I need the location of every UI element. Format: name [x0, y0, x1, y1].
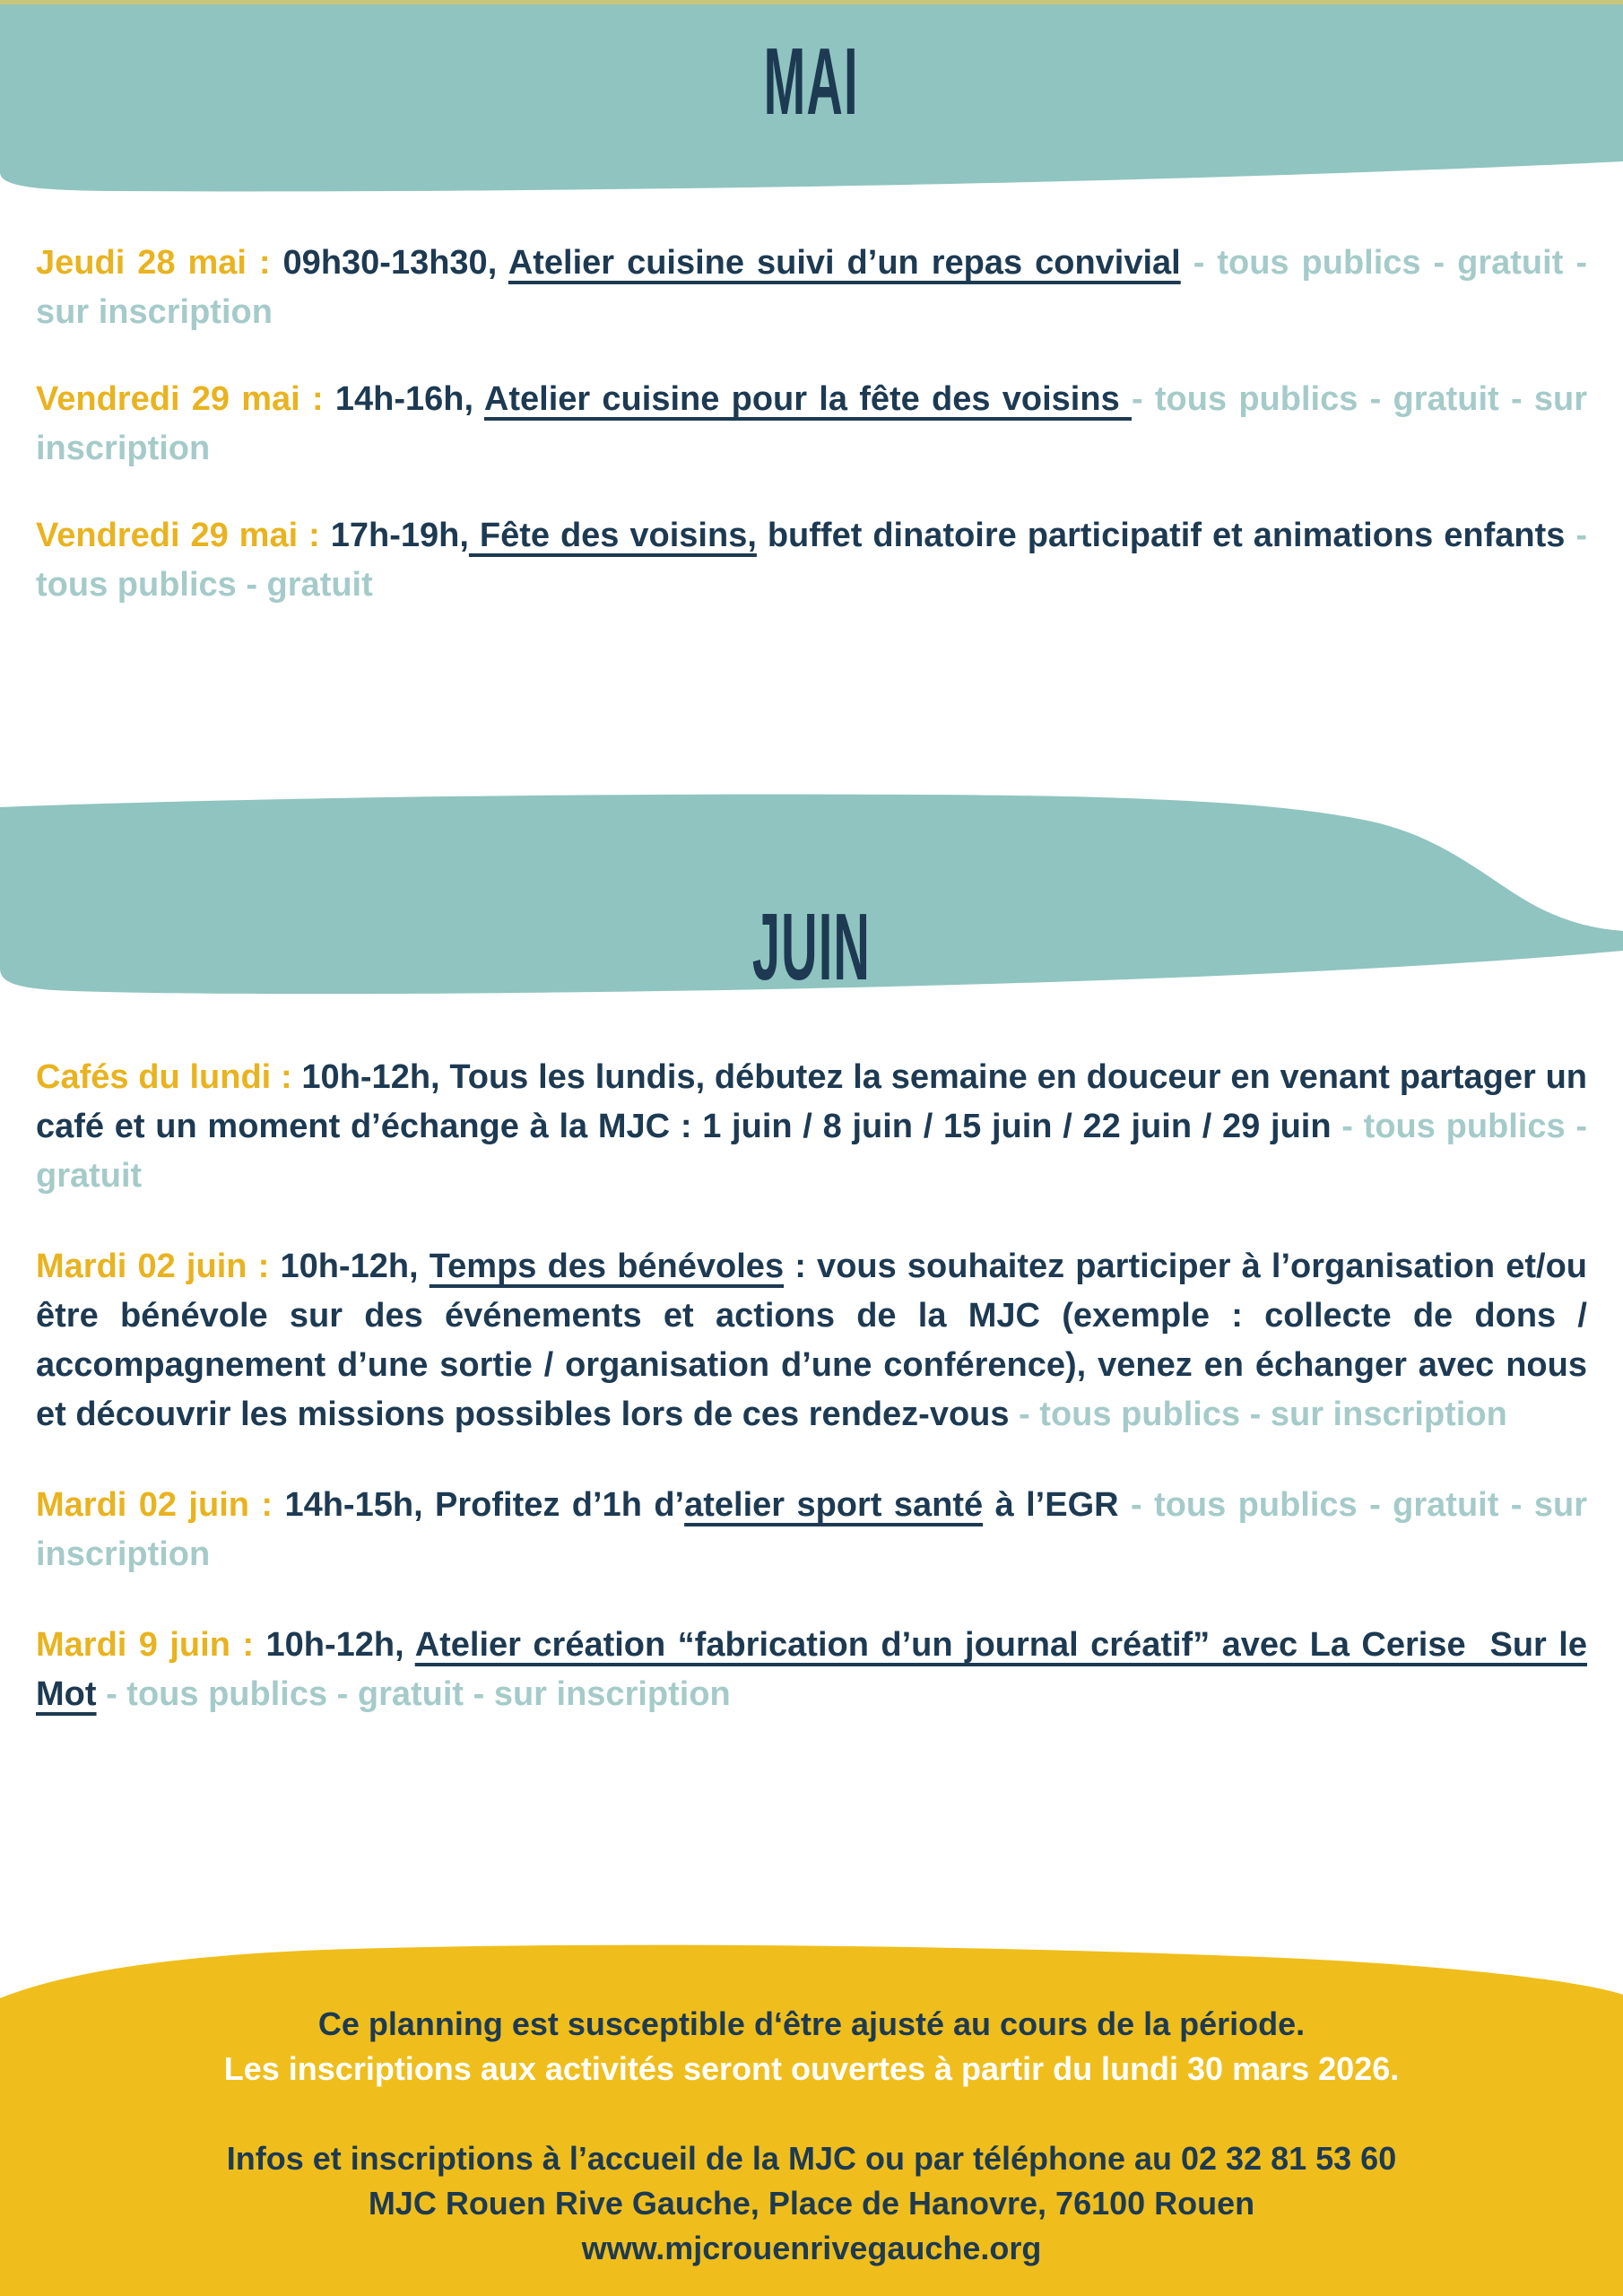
- event-item: [36, 1621, 1587, 1719]
- event-date: Mardi 9 juin :: [36, 1626, 266, 1664]
- footer-line: Les inscriptions aux activités seront ouvertes à partir du lundi 30 mars 2026.: [223, 2050, 1400, 2087]
- event-text: 14h-16h,: [334, 380, 484, 418]
- footer-line: Infos et inscriptions à l’accueil de la MJC ou par téléphone au 02 32 81 53 60: [226, 2140, 1397, 2177]
- event-audience-meta: - tous publics - gratuit: [36, 517, 1587, 603]
- event-item: [36, 511, 1587, 603]
- event-item: [36, 239, 1587, 337]
- event-text: 10h-12h,: [265, 1626, 415, 1664]
- event-audience-meta: - tous publics - gratuit: [36, 1108, 1587, 1195]
- top-accent-strip: [0, 0, 1623, 4]
- event-text: 09h30-13h30,: [282, 244, 508, 282]
- event-item: [36, 375, 1587, 474]
- events-juin: [36, 1053, 1587, 1761]
- event-text: : vous souhaitez participer à l’organisation et/ou être bénévole sur des événements et actions de la MJC (exemple : collecte de dons / accompagnement d’une sortie / organisation d’une conférence), venez en échanger avec nous et découvrir les missions possibles lors de ces rendez-vous: [36, 1248, 1587, 1433]
- event-text: 10h-12h,: [280, 1248, 430, 1285]
- event-text: buffet dinatoire participatif et animations enfants: [756, 517, 1576, 554]
- event-item: [36, 1053, 1587, 1201]
- events-mai: [36, 239, 1587, 603]
- event-text: 17h-19h,: [330, 517, 469, 554]
- event-date: Vendredi 29 mai :: [36, 517, 331, 554]
- event-title-underlined: Atelier création “fabrication d’un journal créatif” avec La Cerise Sur le Mot: [36, 1626, 1587, 1713]
- month-title-juin: JUIN: [751, 893, 872, 1001]
- month-title-mai: MAI: [763, 28, 860, 135]
- footer: [0, 1943, 1623, 2271]
- footer-line: MJC Rouen Rive Gauche, Place de Hanovre, 76100 Rouen: [368, 2185, 1255, 2222]
- event-text: à l’EGR: [983, 1486, 1131, 1524]
- footer-line: www.mjcrouenrivegauche.org: [581, 2230, 1042, 2266]
- event-title-underlined: Atelier cuisine suivi d’un repas convivial: [508, 244, 1181, 282]
- event-item: [36, 1242, 1587, 1439]
- event-audience-meta: - tous publics - gratuit - sur inscription: [36, 380, 1587, 467]
- event-date: Jeudi 28 mai :: [36, 244, 283, 282]
- event-audience-meta: - tous publics - gratuit - sur inscription: [96, 1675, 731, 1713]
- event-audience-meta: - tous publics - gratuit - sur inscription: [36, 1486, 1587, 1573]
- event-audience-meta: - tous publics - sur inscription: [1019, 1396, 1507, 1433]
- event-title-underlined: atelier sport santé: [684, 1486, 984, 1524]
- event-text: 10h-12h, Tous les lundis, débutez la semaine en douceur en venant partager un café et un moment d’échange à la MJC : 1 juin / 8 juin / 15 juin / 22 juin / 29 juin: [36, 1058, 1587, 1145]
- event-date: Vendredi 29 mai :: [36, 380, 335, 418]
- event-date: Cafés du lundi :: [36, 1058, 302, 1096]
- event-date: Mardi 02 juin :: [36, 1248, 281, 1285]
- event-title-underlined: Temps des bénévoles: [429, 1248, 785, 1285]
- event-audience-meta: - tous publics - gratuit - sur inscription: [36, 244, 1587, 331]
- event-item: [36, 1481, 1587, 1579]
- footer-line: Ce planning est susceptible d‘être ajusté au cours de la période.: [317, 2005, 1306, 2042]
- event-title-underlined: Atelier cuisine pour la fête des voisins: [483, 380, 1132, 418]
- event-title-underlined: Fête des voisins,: [468, 517, 757, 554]
- event-date: Mardi 02 juin :: [36, 1486, 285, 1524]
- event-text: 14h-15h, Profitez d’1h d’: [284, 1486, 685, 1524]
